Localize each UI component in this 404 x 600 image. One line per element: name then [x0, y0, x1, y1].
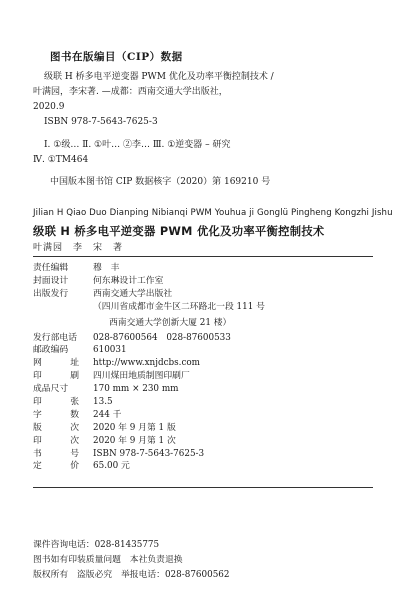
- imprint-row-size: [33, 383, 378, 396]
- imprint-value: 西南交通大学出版社: [93, 288, 173, 299]
- imprint-label: 出版发行: [33, 288, 69, 299]
- cip-subject-line: Ⅰ. ①级… Ⅱ. ①叶… ②李… Ⅲ. ①逆变器 – 研究: [44, 140, 231, 150]
- imprint-label: 版 次: [33, 422, 79, 433]
- imprint-row-cover: [33, 275, 378, 288]
- imprint-label: 印 张: [33, 397, 79, 408]
- imprint-row-editor: [33, 262, 378, 275]
- cip-data-number: 中国版本图书馆 CIP 数据核字（2020）第 169210 号: [50, 177, 271, 187]
- imprint-value: 四川煤田地质制图印刷厂: [93, 371, 190, 382]
- cip-title-line: 级联 H 桥多电平逆变器 PWM 优化及功率平衡控制技术 /: [44, 72, 274, 82]
- imprint-value: 穆 丰: [93, 263, 120, 273]
- imprint-value: 028-87600564 028-87600533: [93, 332, 231, 343]
- publisher-address: （四川省成都市金牛区二环路北一段 111 号: [93, 301, 265, 312]
- bottom-divider: [33, 487, 373, 488]
- imprint-value: 610031: [93, 345, 127, 356]
- cip-date-line: 2020.9: [33, 102, 65, 112]
- imprint-label: 定 价: [33, 461, 79, 472]
- imprint-value: 13.5: [93, 397, 113, 408]
- cip-isbn-line: ISBN 978-7-5643-7625-3: [44, 117, 158, 127]
- pinyin-title: Jilian H Qiao Duo Dianping Nibianqi PWM Youhua ji Gonglü Pingheng Kongzhi Jishu: [33, 208, 393, 218]
- top-divider: [33, 256, 373, 257]
- imprint-row-sheets: [33, 396, 378, 409]
- book-title: 级联 H 桥多电平逆变器 PWM 优化及功率平衡控制技术: [33, 225, 325, 238]
- imprint-label: 邮政编码: [33, 345, 69, 356]
- cip-classification-line: Ⅳ. ①TM464: [33, 155, 89, 165]
- imprint-label: 书 号: [33, 448, 79, 459]
- imprint-label: 网 址: [33, 358, 79, 369]
- imprint-value: 2020 年 9 月第 1 次: [93, 435, 176, 446]
- imprint-value: 170 mm × 230 mm: [93, 384, 179, 395]
- imprint-row-print: [33, 435, 378, 448]
- quality-notice: 图书如有印装质量问题 本社负责退换: [33, 555, 183, 565]
- imprint-row-website: [33, 357, 378, 370]
- publisher-address-2: 西南交通大学创新大厦 21 楼）: [109, 317, 232, 328]
- imprint-value: 65.00 元: [93, 461, 130, 472]
- imprint-table: [33, 262, 378, 473]
- imprint-row-price: [33, 460, 378, 473]
- cip-record: [33, 70, 373, 168]
- imprint-value: ISBN 978-7-5643-7625-3: [93, 448, 205, 459]
- cip-heading: 图书在版编目（CIP）数据: [50, 51, 183, 63]
- imprint-row-printer: [33, 370, 378, 383]
- imprint-row-sales-phone: [33, 332, 378, 345]
- footer-notes: [33, 538, 230, 583]
- imprint-row-words: [33, 409, 378, 422]
- copyright-notice: 版权所有 盗版必究 举报电话：028-87600562: [33, 570, 230, 580]
- imprint-label: 责任编辑: [33, 263, 69, 273]
- imprint-label: 发行部电话: [33, 332, 77, 343]
- imprint-label: 成品尺寸: [33, 384, 69, 395]
- imprint-row-address: [33, 301, 378, 314]
- cip-author-line: 叶满园，李宋著. —成都：西南交通大学出版社，: [33, 87, 228, 97]
- imprint-row-address-2: [33, 314, 378, 332]
- imprint-row-edition: [33, 422, 378, 435]
- imprint-row-postcode: [33, 344, 378, 357]
- imprint-label: 印 次: [33, 435, 79, 446]
- website-link: http://www.xnjdcbs.com: [93, 358, 201, 369]
- courseware-hotline: 课件咨询电话：028-81435775: [33, 540, 160, 550]
- imprint-label: 字 数: [33, 409, 79, 420]
- imprint-value: 何东琳设计工作室: [93, 275, 164, 286]
- book-authors: 叶满园 李 宋 著: [33, 243, 124, 253]
- imprint-value: 2020 年 9 月第 1 版: [93, 422, 176, 433]
- imprint-row-publisher: [33, 288, 378, 301]
- imprint-row-book-number: [33, 448, 378, 461]
- imprint-value: 244 千: [93, 409, 122, 420]
- imprint-label: 印 刷: [33, 371, 79, 382]
- imprint-label: 封面设计: [33, 275, 69, 286]
